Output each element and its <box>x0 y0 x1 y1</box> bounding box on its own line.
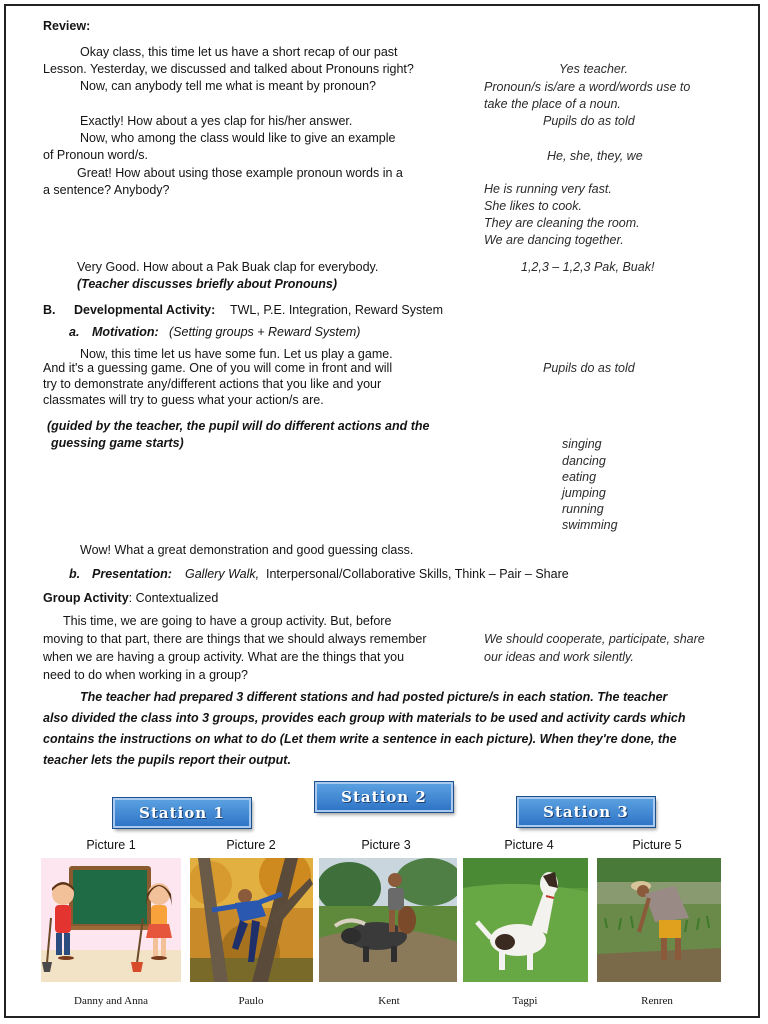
group-line: moving to that part, there are things that we should always remember <box>43 632 427 646</box>
picture-caption: Renren <box>641 995 673 1007</box>
pupil-response: We should cooperate, participate, share <box>484 632 705 646</box>
picture-2-boy-climbing-tree <box>190 858 313 982</box>
teacher-line: Exactly! How about a yes clap for his/her answer. <box>80 114 353 128</box>
pupil-response: She likes to cook. <box>484 199 582 213</box>
teacher-line: Very Good. How about a Pak Buak clap for everybody. <box>77 260 379 274</box>
picture-3-boy-with-carabao <box>319 858 457 982</box>
presentation-title: Presentation: <box>92 567 172 581</box>
carabao-photo <box>319 858 457 982</box>
dog-photo <box>463 858 588 982</box>
motivation-letter: a. <box>69 325 80 339</box>
teacher-line: a sentence? Anybody? <box>43 183 170 197</box>
motivation-note: (Setting groups + Reward System) <box>169 325 361 339</box>
group-line: This time, we are going to have a group activity. But, before <box>63 614 392 628</box>
pupil-response: He is running very fast. <box>484 182 612 196</box>
presentation-gallery: Gallery Walk, <box>185 567 260 581</box>
picture-caption: Tagpi <box>512 995 538 1007</box>
instruction-line: teacher lets the pupils report their output. <box>43 753 291 767</box>
kids-illustration <box>41 858 181 982</box>
pupil-response: Pronoun/s is/are a word/words use to <box>484 80 691 94</box>
game-line: classmates will try to guess what your action/s are. <box>43 393 324 407</box>
presentation-skills: Interpersonal/Collaborative Skills, Think – Pair – Share <box>266 567 569 581</box>
action-word: singing <box>562 437 602 451</box>
pupil-response: our ideas and work silently. <box>484 650 634 664</box>
station-2-banner: Station 2 <box>315 782 453 812</box>
pupil-response: take the place of a noun. <box>484 97 621 111</box>
teacher-line: Now, can anybody tell me what is meant by pronoun? <box>80 79 377 93</box>
section-title: Developmental Activity: <box>74 303 216 317</box>
instruction-line: also divided the class into 3 groups, provides each group with materials to be used and activity cards which <box>43 711 686 725</box>
picture-caption: Danny and Anna <box>74 995 148 1007</box>
picture-label: Picture 4 <box>504 838 554 852</box>
picture-caption: Kent <box>378 995 400 1007</box>
group-heading <box>43 590 218 607</box>
group-line: when we are having a group activity. What are the things that you <box>43 650 405 664</box>
teacher-line: of Pronoun word/s. <box>43 148 148 162</box>
action-word: dancing <box>562 454 606 468</box>
pupil-response: Pupils do as told <box>543 361 635 375</box>
pupil-response: They are cleaning the room. <box>484 216 640 230</box>
review-heading: Review: <box>43 19 91 33</box>
game-line: Now, this time let us have some fun. Let us play a game. <box>80 347 393 361</box>
picture-label: Picture 1 <box>86 838 136 852</box>
presentation-letter: b. <box>69 567 81 581</box>
action-word: swimming <box>562 518 618 532</box>
game-line: try to demonstrate any/different actions that you like and your <box>43 377 382 391</box>
picture-4-dog <box>463 858 588 982</box>
picture-caption: Paulo <box>238 995 264 1007</box>
farmer-photo <box>597 858 721 982</box>
station-3-banner: Station 3 <box>517 797 655 827</box>
instruction-line: The teacher had prepared 3 different stations and had posted picture/s in each station. The teacher <box>80 690 668 704</box>
pupil-response: Pupils do as told <box>543 114 635 128</box>
teacher-line: Great! How about using those example pronoun words in a <box>77 166 403 180</box>
picture-1-kids-chalkboard <box>41 858 181 982</box>
group-line: need to do when working in a group? <box>43 668 249 682</box>
station-1-banner: Station 1 <box>113 798 251 828</box>
pupil-response: We are dancing together. <box>484 233 624 247</box>
guided-note: guessing game starts) <box>51 436 184 450</box>
picture-label: Picture 2 <box>226 838 276 852</box>
group-title-rest: : Contextualized <box>128 591 219 605</box>
game-line: And it's a guessing game. One of you will come in front and will <box>43 361 393 375</box>
guided-note: (guided by the teacher, the pupil will do different actions and the <box>47 419 430 433</box>
motivation-title: Motivation: <box>92 325 159 339</box>
picture-label: Picture 3 <box>361 838 411 852</box>
wow-line: Wow! What a great demonstration and good guessing class. <box>80 543 414 557</box>
action-word: jumping <box>562 486 606 500</box>
section-letter: B. <box>43 303 56 317</box>
group-title: Group Activity <box>43 591 129 605</box>
picture-5-farmer-planting <box>597 858 721 982</box>
instruction-line: contains the instructions on what to do (Let them write a sentence in each picture). When they're done, the <box>43 732 677 746</box>
picture-label: Picture 5 <box>632 838 682 852</box>
teacher-line: Lesson. Yesterday, we discussed and talked about Pronouns right? <box>43 62 414 76</box>
section-subtitle: TWL, P.E. Integration, Reward System <box>230 303 444 317</box>
pupil-response: He, she, they, we <box>547 149 643 163</box>
teacher-line: Now, who among the class would like to give an example <box>80 131 396 145</box>
pupil-response: Yes teacher. <box>559 62 629 76</box>
action-word: eating <box>562 470 597 484</box>
tree-climbing-photo <box>190 858 313 982</box>
pupil-response: 1,2,3 – 1,2,3 Pak, Buak! <box>521 260 655 274</box>
action-word: running <box>562 502 604 516</box>
teacher-line: Okay class, this time let us have a short recap of our past <box>80 45 398 59</box>
teacher-note: (Teacher discusses briefly about Pronouns) <box>77 277 338 291</box>
